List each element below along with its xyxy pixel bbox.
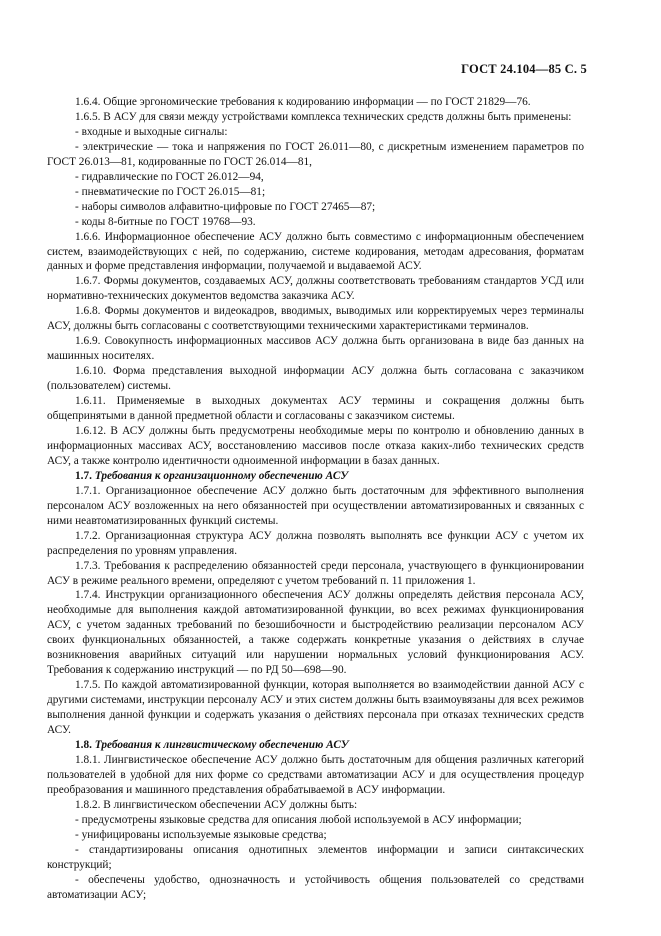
document-body bbox=[47, 95, 584, 902]
page-header: ГОСТ 24.104—85 С. 5 bbox=[461, 62, 587, 76]
paragraph-1-7-5: 1.7.5. По каждой автоматизированной функции, которая выполняется во взаимодействии данной АСУ с другими системами, инструкции персоналу АСУ и этих систем должны быть взаимоувязаны для всех режимов выполнения данной функции и содержать указания о действиях персонала при отказах технических средств АСУ. bbox=[47, 679, 584, 737]
section-heading-1-8 bbox=[47, 738, 584, 753]
section-title: Требования к лингвистическому обеспечению АСУ bbox=[94, 738, 349, 751]
paragraph-1-6-5: 1.6.5. В АСУ для связи между устройствами комплекса технических средств должны быть применены: bbox=[75, 110, 572, 123]
paragraph-1-6-11: 1.6.11. Применяемые в выходных документах АСУ термины и сокращения должны быть общепринятыми в данной предметной области и согласованы с заказчиком системы. bbox=[47, 395, 584, 423]
paragraph-1-7-4: 1.7.4. Инструкции организационного обеспечения АСУ должны определять действия персонала АСУ, необходимые для выполнения каждой автоматизированной функции, во всех режимах функционирования АСУ, с учетом заданных требований по безошибочности и быстродействию реализации персоналом АСУ своих функциональных обязанностей, а также содержать конкретные указания о действиях в случае возникновения аварийных ситуаций или нарушении нормальных условий функционирования АСУ. Требования к содержанию инструкций — по РД 50—698—90. bbox=[47, 589, 584, 677]
list-item: - предусмотрены языковые средства для описания любой используемой в АСУ информации; bbox=[75, 813, 522, 826]
paragraph-1-6-6: 1.6.6. Информационное обеспечение АСУ должно быть совместимо с информационным обеспечением систем, взаимодействующих с ней, по содержанию, системе кодирования, методам адресования, форматам данных и форме представления информации, получаемой и выдаваемой АСУ. bbox=[47, 230, 584, 273]
paragraph-1-7-3: 1.7.3. Требования к распределению обязанностей среди персонала, участвующего в функционировании АСУ в режиме реального времени, определяют с учетом требований п. 11 приложения 1. bbox=[47, 559, 584, 587]
paragraph-1-8-2: 1.8.2. В лингвистическом обеспечении АСУ должны быть: bbox=[75, 798, 358, 811]
section-heading-1-7 bbox=[47, 469, 584, 484]
list-item: - гидравлические по ГОСТ 26.012—94, bbox=[75, 170, 264, 183]
section-number: 1.7. bbox=[75, 469, 92, 482]
paragraph-1-6-7: 1.6.7. Формы документов, создаваемых АСУ, должны соответствовать требованиям стандартов УСД или нормативно-технических документов ведомства заказчика АСУ. bbox=[47, 275, 584, 303]
paragraph-1-6-9: 1.6.9. Совокупность информационных массивов АСУ должна быть организована в виде баз данных на машинных носителях. bbox=[47, 335, 584, 363]
section-title: Требования к организационному обеспечению АСУ bbox=[94, 469, 349, 482]
paragraph-1-6-8: 1.6.8. Формы документов и видеокадров, вводимых, выводимых или корректируемых через терминалы АСУ, должны быть согласованы с соответствующими техническими характеристиками терминалов. bbox=[47, 305, 584, 333]
paragraph-1-6-10: 1.6.10. Форма представления выходной информации АСУ должна быть согласована с заказчиком (пользователем) системы. bbox=[47, 365, 584, 393]
list-item: - входные и выходные сигналы: bbox=[75, 125, 228, 138]
list-item: - унифицированы используемые языковые средства; bbox=[75, 828, 327, 841]
section-number: 1.8. bbox=[75, 738, 92, 751]
paragraph-1-6-4: 1.6.4. Общие эргономические требования к кодированию информации — по ГОСТ 21829—76. bbox=[75, 96, 531, 108]
paragraph-1-8-1: 1.8.1. Лингвистическое обеспечение АСУ должно быть достаточным для общения различных категорий пользователей в удобной для них форме со средствами автоматизации АСУ и для осуществления процедур преобразования и машинного представления обрабатываемой в АСУ информации. bbox=[47, 753, 584, 796]
list-item: - коды 8-битные по ГОСТ 19768—93. bbox=[75, 215, 256, 228]
list-item: - электрические — тока и напряжения по ГОСТ 26.011—80, с дискретным изменением параметров по ГОСТ 26.013—81, кодированные по ГОСТ 26.014—81, bbox=[47, 140, 584, 168]
list-item: - пневматические по ГОСТ 26.015—81; bbox=[75, 185, 266, 198]
paragraph-1-6-12: 1.6.12. В АСУ должны быть предусмотрены необходимые меры по контролю и обновлению данных в информационных массивах АСУ, восстановлению массивов после отказа каких-либо технических средств АСУ, а также контролю идентичности одноименной информации в базах данных. bbox=[47, 424, 584, 467]
paragraph-1-7-1: 1.7.1. Организационное обеспечение АСУ должно быть достаточным для эффективного выполнения персоналом АСУ возложенных на него обязанностей при осуществлении автоматизированных и связанных с ними неавтоматизированных функций системы. bbox=[47, 484, 584, 527]
list-item: - стандартизированы описания однотипных элементов информации и записи синтаксических конструкций; bbox=[47, 843, 584, 871]
paragraph-1-7-2: 1.7.2. Организационная структура АСУ должна позволять выполнять все функции АСУ с учетом их распределения по уровням управления. bbox=[47, 529, 584, 557]
list-item: - обеспечены удобство, однозначность и устойчивость общения пользователей со средствами автоматизации АСУ; bbox=[47, 873, 584, 901]
list-item: - наборы символов алфавитно-цифровые по ГОСТ 27465—87; bbox=[75, 200, 376, 213]
